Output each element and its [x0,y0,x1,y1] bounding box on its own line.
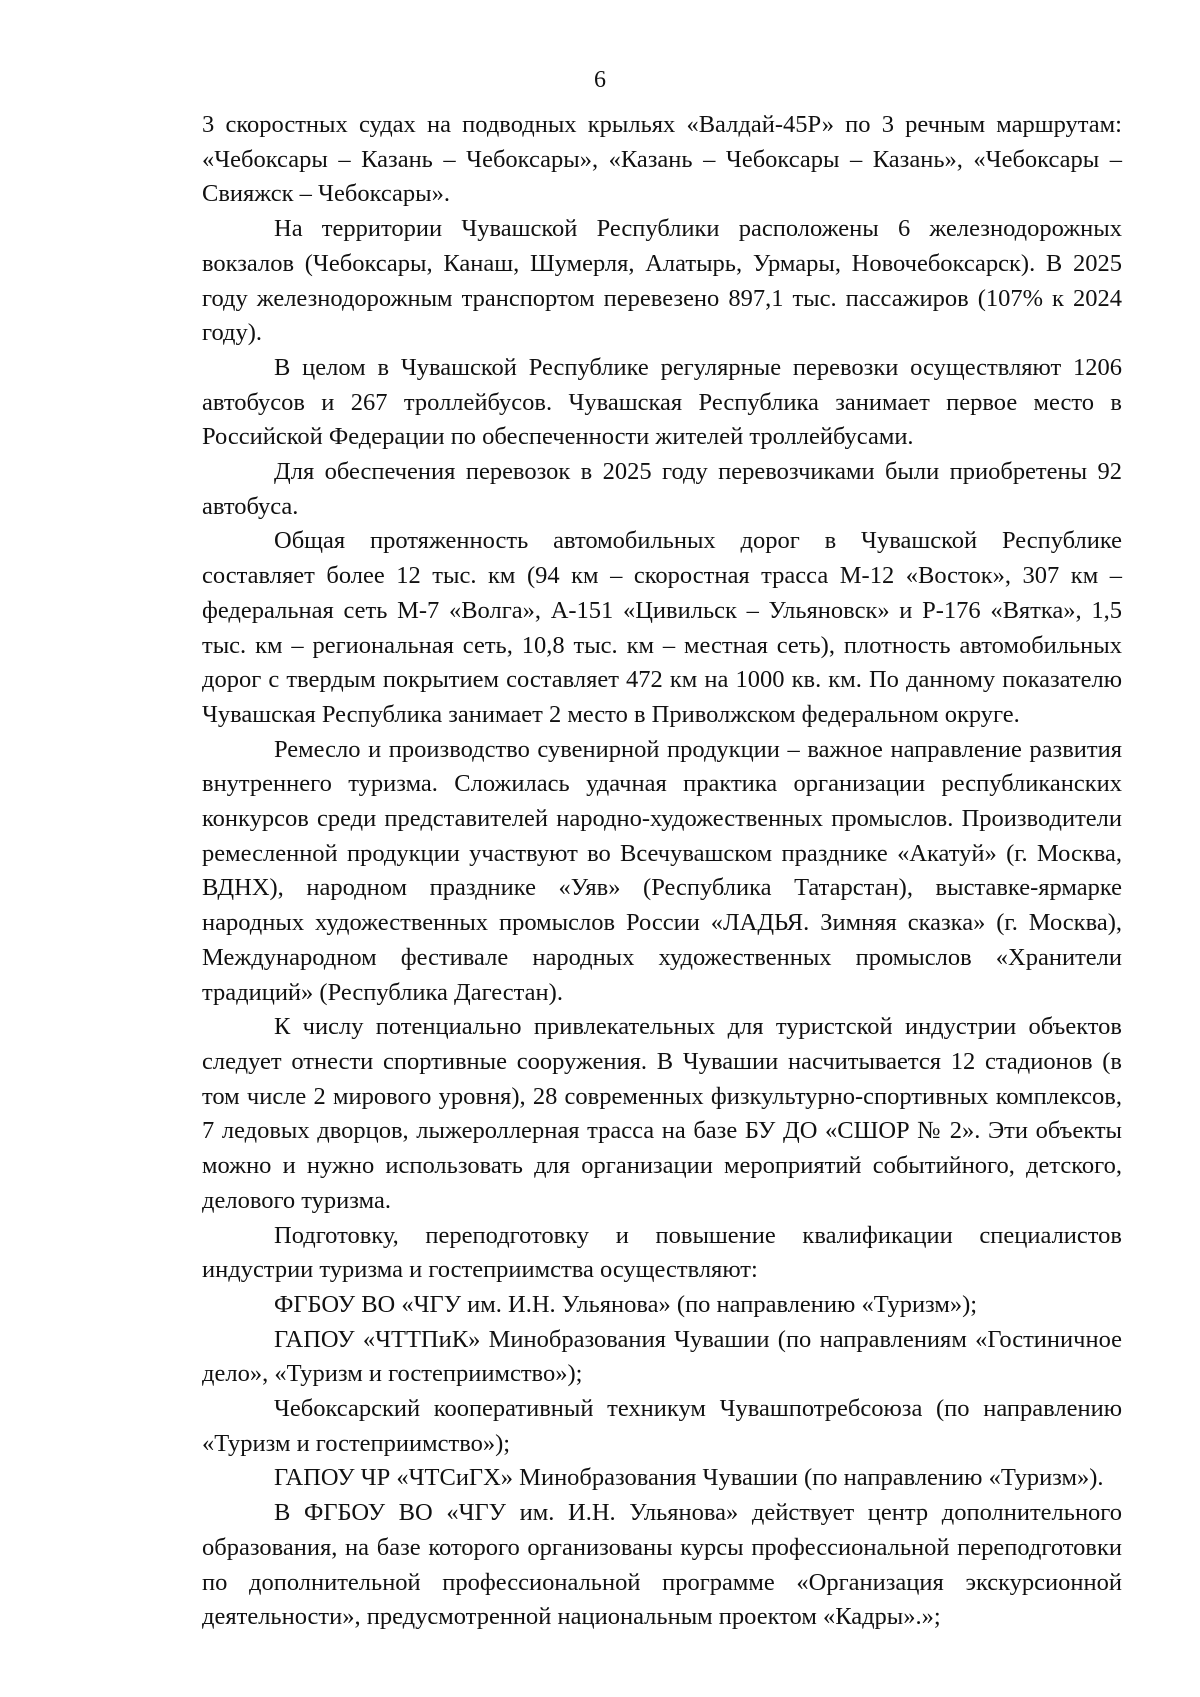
paragraph-crafts-souvenirs: Ремесло и производство сувенирной продукции – важное направление развития внутреннего туризма. Сложилась удачная практика организации республиканских конкурсов среди представителей народно-художественных промыслов. Производители ремесленной продукции участвуют во Всечувашском празднике «Акатуй» (г. Москва, ВДНХ), народном празднике «Уяв» (Республика Татарстан), выставке-ярмарке народных художественных промыслов России «ЛАДЬЯ. Зимняя сказка» (г. Москва), Международном фестивале народных художественных промыслов «Хранители традиций» (Республика Дагестан). [202,735,1122,1006]
paragraph-river-routes: 3 скоростных судах на подводных крыльях «Валдай-45Р» по 3 речным маршрутам: «Чебоксары – Казань – Чебоксары», «Казань – Чебоксары – Казань», «Чебоксары – Свияжск – Чебоксары». [202,111,1122,208]
list-item-chttpik: ГАПОУ «ЧТТПиК» Минобразования Чувашии (по направлениям «Гостиничное дело», «Туризм и гостеприимство»); [202,1325,1122,1388]
document-body [202,108,1122,1635]
paragraph-buses-trolleybuses: В целом в Чувашской Республике регулярные перевозки осуществляют 1206 автобусов и 267 троллейбусов. Чувашская Республика занимает первое место в Российской Федерации по обеспеченности жителей троллейбусами. [202,353,1122,451]
paragraph-training-intro: Подготовку, переподготовку и повышение квалификации специалистов индустрии туризма и гостеприимства осуществляют: [202,1221,1122,1284]
paragraph-road-network: Общая протяженность автомобильных дорог в Чувашской Республике составляет более 12 тыс. км (94 км – скоростная трасса М-12 «Восток», 307 км – федеральная сеть М-7 «Волга», А-151 «Цивильск – Ульяновск» и Р-176 «Вятка», 1,5 тыс. км – региональная сеть, 10,8 тыс. км – местная сеть), плотность автомобильных дорог с твердым покрытием составляет 472 км на 1000 кв. км. По данному показателю Чувашская Республика занимает 2 место в Приволжском федеральном округе. [202,527,1122,728]
list-item-chtsigh: ГАПОУ ЧР «ЧТСиГХ» Минобразования Чувашии (по направлению «Туризм»). [274,1464,1104,1492]
paragraph-buses-purchased: Для обеспечения перевозок в 2025 году перевозчиками были приобретены 92 автобуса. [202,458,1122,520]
list-item-cooperative-college: Чебоксарский кооперативный техникум Чувашпотребсоюза (по направлению «Туризм и гостеприимство»); [202,1395,1122,1457]
list-item-chgu: ФГБОУ ВО «ЧГУ им. И.Н. Ульянова» (по направлению «Туризм»); [274,1290,978,1318]
paragraph-sports-facilities: К числу потенциально привлекательных для туристской индустрии объектов следует отнести спортивные сооружения. В Чувашии насчитывается 12 стадионов (в том числе 2 мирового уровня), 28 современных физкультурно-спортивных комплексов, 7 ледовых дворцов, лыжероллерная трасса на базе БУ ДО «СШОР № 2». Эти объекты можно и нужно использовать для организации мероприятий событийного, детского, делового туризма. [202,1013,1122,1214]
paragraph-railway-stations: На территории Чувашской Республики расположены 6 железнодорожных вокзалов (Чебоксары, Канаш, Шумерля, Алатырь, Урмары, Новочебоксарск). В 2025 году железнодорожным транспортом перевезено 897,1 тыс. пассажиров (107% к 2024 году). [202,215,1122,347]
page-number: 6 [594,67,606,93]
paragraph-continuing-education: В ФГБОУ ВО «ЧГУ им. И.Н. Ульянова» действует центр дополнительного образования, на базе которого организованы курсы профессиональной переподготовки по дополнительной профессиональной программе «Организация экскурсионной деятельности», предусмотренной национальным проектом «Кадры».»; [202,1499,1122,1631]
